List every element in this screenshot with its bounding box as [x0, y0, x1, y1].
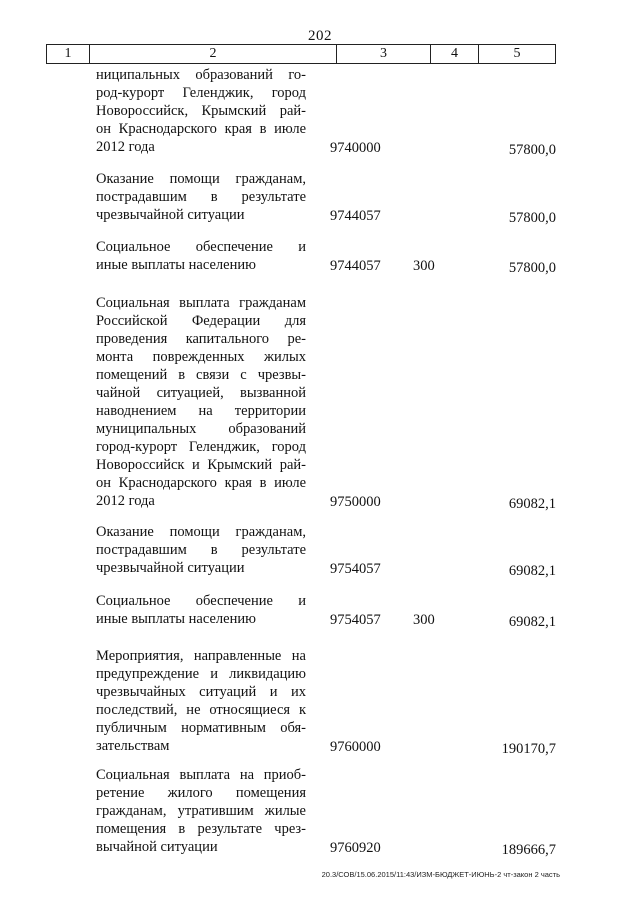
- row-description: [96, 592, 306, 628]
- row-description: [96, 66, 306, 156]
- description-line: ретение жилого помещения: [96, 785, 306, 801]
- description-line: 2012 года: [96, 493, 155, 509]
- description-line: ниципальных образований го-: [96, 67, 306, 83]
- row-amount: 190170,7: [501, 741, 556, 757]
- description-line: Социальное обеспечение и: [96, 593, 306, 609]
- description-line: Оказание помощи гражданам,: [96, 524, 306, 540]
- description-line: чрезвычайной ситуации: [96, 207, 245, 223]
- column-header-1: 1: [47, 45, 90, 63]
- row-description: [96, 523, 306, 577]
- description-line: Российской Федерации для: [96, 313, 306, 329]
- description-line: чайной ситуацией, вызванной: [96, 385, 306, 401]
- table-header: [46, 44, 556, 64]
- page-number: 202: [308, 28, 332, 44]
- description-line: иные выплаты населению: [96, 257, 256, 273]
- description-line: вычайной ситуации: [96, 839, 218, 855]
- description-line: муниципальных образований: [96, 421, 306, 437]
- row-description: [96, 238, 306, 274]
- description-line: Социальная выплата на приоб-: [96, 767, 306, 783]
- description-line: город-курорт Геленджик, город: [96, 439, 306, 455]
- description-line: публичным нормативным обя-: [96, 720, 306, 736]
- description-line: наводнением на территории: [96, 403, 306, 419]
- description-line: чрезвычайной ситуации: [96, 560, 245, 576]
- row-amount: 69082,1: [508, 614, 556, 630]
- row-code: 9744057: [330, 258, 381, 274]
- row-amount: 57800,0: [508, 142, 556, 158]
- description-line: гражданам, утратившим жилые: [96, 803, 306, 819]
- description-line: монта поврежденных жилых: [96, 349, 306, 365]
- row-code: 9744057: [330, 208, 381, 224]
- description-line: помещения в результате чрез-: [96, 821, 306, 837]
- row-code: 9760920: [330, 840, 381, 856]
- description-line: 2012 года: [96, 139, 155, 155]
- row-description: [96, 294, 306, 510]
- column-header-4: 4: [431, 45, 479, 63]
- row-amount: 69082,1: [508, 563, 556, 579]
- row-expense-type: 300: [413, 258, 435, 274]
- description-line: пострадавшим в результате: [96, 189, 306, 205]
- row-expense-type: 300: [413, 612, 435, 628]
- description-line: Новороссийск, Крымский рай-: [96, 103, 306, 119]
- column-header-5: 5: [513, 46, 521, 61]
- row-code: 9754057: [330, 561, 381, 577]
- description-line: он Краснодарского края в июле: [96, 121, 306, 137]
- row-code: 9754057: [330, 612, 381, 628]
- row-amount: 69082,1: [508, 496, 556, 512]
- description-line: пострадавшим в результате: [96, 542, 306, 558]
- row-description: [96, 647, 306, 755]
- description-line: помещений в связи с чрезвы-: [96, 367, 306, 383]
- description-line: иные выплаты населению: [96, 611, 256, 627]
- row-description: [96, 766, 306, 856]
- description-line: чрезвычайных ситуаций и их: [96, 684, 306, 700]
- column-header-2: 2: [90, 45, 337, 63]
- row-amount: 57800,0: [508, 210, 556, 226]
- row-description: [96, 170, 306, 224]
- footer-document-id: 20.3/СОВ/15.06.2015/11:43/ИЗМ-БЮДЖЕТ-ИЮНЬ-2 чт-закон 2 часть: [321, 870, 560, 879]
- description-line: род-курорт Геленджик, город: [96, 85, 306, 101]
- description-line: Социальное обеспечение и: [96, 239, 306, 255]
- row-code: 9740000: [330, 140, 381, 156]
- description-line: Социальная выплата гражданам: [96, 295, 306, 311]
- description-line: Мероприятия, направленные на: [96, 648, 306, 664]
- description-line: проведения капитального ре-: [96, 331, 306, 347]
- description-line: он Краснодарского края в июле: [96, 475, 306, 491]
- row-code: 9760000: [330, 739, 381, 755]
- description-line: последствий, не относящиеся к: [96, 702, 306, 718]
- description-line: Оказание помощи гражданам,: [96, 171, 306, 187]
- row-code: 9750000: [330, 494, 381, 510]
- description-line: предупреждение и ликвидацию: [96, 666, 306, 682]
- row-amount: 57800,0: [508, 260, 556, 276]
- description-line: Новороссийск и Крымский рай-: [96, 457, 306, 473]
- row-amount: 189666,7: [501, 842, 556, 858]
- column-header-3: 3: [337, 45, 431, 63]
- description-line: зательствам: [96, 738, 170, 754]
